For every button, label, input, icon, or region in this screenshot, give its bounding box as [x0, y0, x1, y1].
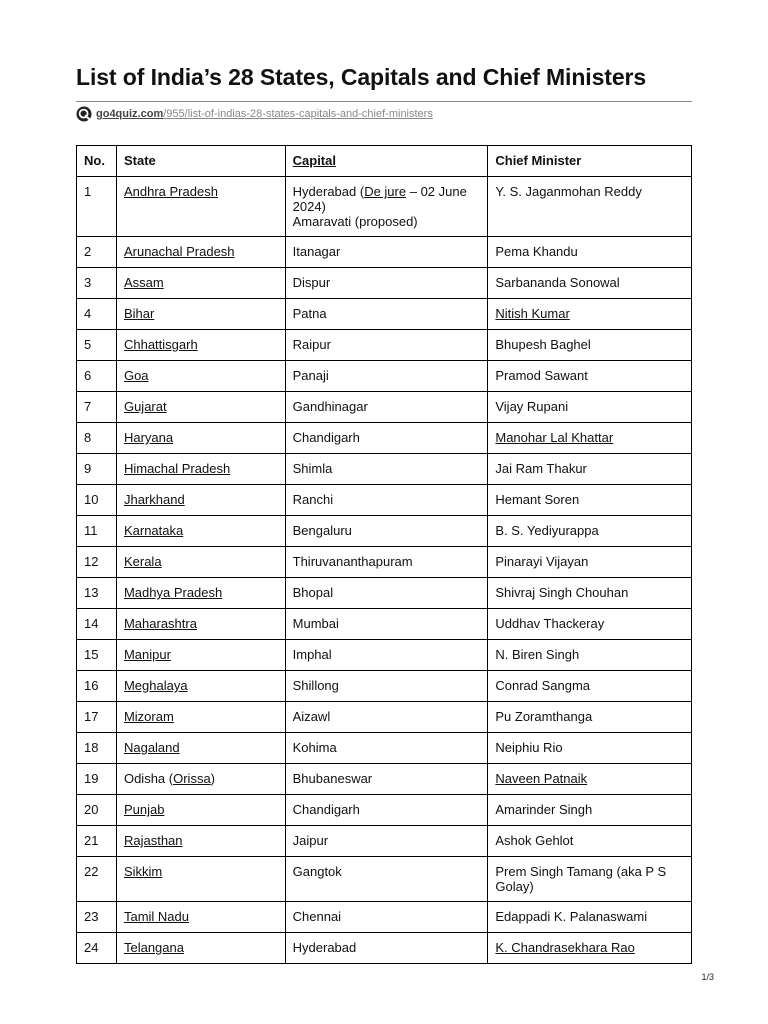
chief-minister-text: Uddhav Thackeray	[495, 616, 605, 631]
cell-state	[116, 547, 285, 578]
chief-minister-link[interactable]: K. Chandrasekhara Rao	[495, 940, 635, 955]
chief-minister-text: Jai Ram Thakur	[495, 461, 587, 476]
cell-chief-minister	[488, 702, 692, 733]
table-row	[77, 330, 692, 361]
state-text: )	[210, 771, 216, 786]
go4quiz-logo-icon	[76, 106, 92, 122]
chief-minister-text: Y. S. Jaganmohan Reddy	[495, 184, 642, 199]
capital-text: Hyderabad (	[292, 184, 365, 199]
cell-capital: Imphal	[285, 640, 488, 671]
cell-state	[116, 516, 285, 547]
cell-capital: Aizawl	[285, 702, 488, 733]
state-link[interactable]: Andhra Pradesh	[123, 184, 218, 199]
chief-minister-text: B. S. Yediyurappa	[495, 523, 599, 538]
table-row	[77, 795, 692, 826]
cell-chief-minister	[488, 361, 692, 392]
table-row	[77, 640, 692, 671]
chief-minister-text: Pema Khandu	[495, 244, 578, 259]
cell-state	[116, 826, 285, 857]
chief-minister-text: Neiphiu Rio	[495, 740, 563, 755]
cell-chief-minister	[488, 933, 692, 964]
cell-no: 2	[77, 237, 117, 268]
cell-capital: Shimla	[285, 454, 488, 485]
cell-state	[116, 237, 285, 268]
cell-state	[116, 177, 285, 237]
cell-state	[116, 268, 285, 299]
state-link[interactable]: Rajasthan	[123, 833, 183, 848]
cell-capital: Kohima	[285, 733, 488, 764]
cell-chief-minister	[488, 516, 692, 547]
cell-chief-minister	[488, 795, 692, 826]
cell-state	[116, 902, 285, 933]
state-link[interactable]: Himachal Pradesh	[123, 461, 231, 476]
cell-chief-minister	[488, 268, 692, 299]
cell-state	[116, 485, 285, 516]
cell-no: 15	[77, 640, 117, 671]
chief-minister-text: Ashok Gehlot	[495, 833, 574, 848]
header-state: State	[116, 146, 285, 177]
table-row	[77, 826, 692, 857]
states-table	[76, 145, 692, 964]
chief-minister-text: Pramod Sawant	[495, 368, 588, 383]
cell-no: 12	[77, 547, 117, 578]
state-link[interactable]: Meghalaya	[123, 678, 188, 693]
state-link[interactable]: Nagaland	[123, 740, 180, 755]
cell-state	[116, 361, 285, 392]
capital-text: – 02 June 2024)	[292, 184, 467, 214]
state-link[interactable]: Gujarat	[123, 399, 167, 414]
table-row	[77, 702, 692, 733]
cell-capital: Chennai	[285, 902, 488, 933]
state-link[interactable]: Madhya Pradesh	[123, 585, 223, 600]
chief-minister-text: Bhupesh Baghel	[495, 337, 591, 352]
cell-no: 10	[77, 485, 117, 516]
state-link[interactable]: Goa	[123, 368, 149, 383]
state-link[interactable]: Chhattisgarh	[123, 337, 198, 352]
chief-minister-text: Pu Zoramthanga	[495, 709, 593, 724]
cell-state	[116, 423, 285, 454]
cell-state	[116, 299, 285, 330]
cell-state	[116, 454, 285, 485]
state-link[interactable]: Punjab	[123, 802, 165, 817]
cell-no: 17	[77, 702, 117, 733]
cell-no: 7	[77, 392, 117, 423]
cell-chief-minister	[488, 237, 692, 268]
table-row	[77, 671, 692, 702]
table-row	[77, 516, 692, 547]
cell-capital: Bengaluru	[285, 516, 488, 547]
table-row	[77, 454, 692, 485]
page-title: List of India’s 28 States, Capitals and Chief Ministers	[76, 64, 647, 90]
cell-capital: Bhopal	[285, 578, 488, 609]
capital-text: Amaravati (proposed)	[292, 214, 418, 229]
cell-no: 21	[77, 826, 117, 857]
table-row	[77, 268, 692, 299]
cell-state	[116, 578, 285, 609]
cell-capital: Bhubaneswar	[285, 764, 488, 795]
table-row	[77, 902, 692, 933]
source-path-link[interactable]: /955/list-of-indias-28-states-capitals-and-chief-ministers	[163, 108, 433, 120]
chief-minister-text: N. Biren Singh	[495, 647, 580, 662]
cell-state	[116, 733, 285, 764]
cell-capital: Thiruvananthapuram	[285, 547, 488, 578]
state-link[interactable]: Bihar	[123, 306, 155, 321]
cell-capital: Panaji	[285, 361, 488, 392]
cell-state	[116, 671, 285, 702]
cell-capital: Chandigarh	[285, 795, 488, 826]
cell-chief-minister	[488, 330, 692, 361]
table-row	[77, 177, 692, 237]
cell-chief-minister	[488, 423, 692, 454]
chief-minister-text: Amarinder Singh	[495, 802, 593, 817]
cell-chief-minister	[488, 485, 692, 516]
cell-no: 1	[77, 177, 117, 237]
chief-minister-text: Vijay Rupani	[495, 399, 569, 414]
cell-no: 3	[77, 268, 117, 299]
state-link[interactable]: Maharashtra	[123, 616, 197, 631]
chief-minister-link[interactable]: Naveen Patnaik	[495, 771, 588, 786]
table-row	[77, 361, 692, 392]
cell-no: 8	[77, 423, 117, 454]
cell-chief-minister	[488, 392, 692, 423]
state-link[interactable]: Karnataka	[123, 523, 184, 538]
cell-state	[116, 857, 285, 902]
cell-no: 9	[77, 454, 117, 485]
cell-no: 16	[77, 671, 117, 702]
chief-minister-text: Prem Singh Tamang (aka P S Golay)	[495, 864, 667, 894]
state-link[interactable]: Tamil Nadu	[123, 909, 189, 924]
cell-chief-minister	[488, 902, 692, 933]
state-alt-name-link[interactable]: Orissa	[173, 771, 211, 786]
cell-capital: Patna	[285, 299, 488, 330]
page-number: 1/3	[701, 972, 714, 982]
source-line[interactable]	[76, 106, 433, 122]
chief-minister-text: Conrad Sangma	[495, 678, 591, 693]
cell-chief-minister	[488, 454, 692, 485]
cell-state	[116, 702, 285, 733]
table-header-row	[77, 146, 692, 177]
table-row	[77, 764, 692, 795]
cell-capital	[285, 177, 488, 237]
table-row	[77, 237, 692, 268]
chief-minister-text: Hemant Soren	[495, 492, 580, 507]
table-row	[77, 609, 692, 640]
chief-minister-text: Sarbananda Sonowal	[495, 275, 620, 290]
cell-state	[116, 764, 285, 795]
cell-capital: Itanagar	[285, 237, 488, 268]
cell-chief-minister	[488, 857, 692, 902]
state-link[interactable]: Mizoram	[123, 709, 174, 724]
table-row	[77, 299, 692, 330]
cell-no: 22	[77, 857, 117, 902]
cell-capital: Hyderabad	[285, 933, 488, 964]
cell-chief-minister	[488, 547, 692, 578]
table-row	[77, 857, 692, 902]
cell-capital: Jaipur	[285, 826, 488, 857]
cell-no: 5	[77, 330, 117, 361]
cell-state	[116, 640, 285, 671]
state-link[interactable]: Haryana	[123, 430, 174, 445]
header-capital[interactable]	[285, 146, 488, 177]
cell-capital: Mumbai	[285, 609, 488, 640]
cell-no: 18	[77, 733, 117, 764]
cell-chief-minister	[488, 671, 692, 702]
cell-chief-minister	[488, 578, 692, 609]
cell-no: 24	[77, 933, 117, 964]
cell-no: 13	[77, 578, 117, 609]
chief-minister-link[interactable]: Nitish Kumar	[495, 306, 570, 321]
table-row	[77, 392, 692, 423]
cell-chief-minister	[488, 826, 692, 857]
cell-state	[116, 933, 285, 964]
title-divider	[76, 101, 692, 102]
table-row	[77, 547, 692, 578]
cell-chief-minister	[488, 733, 692, 764]
cell-state	[116, 330, 285, 361]
cell-chief-minister	[488, 177, 692, 237]
cell-no: 20	[77, 795, 117, 826]
state-link[interactable]: Kerala	[123, 554, 162, 569]
chief-minister-text: Shivraj Singh Chouhan	[495, 585, 629, 600]
header-no: No.	[77, 146, 117, 177]
state-link[interactable]: Telangana	[123, 940, 184, 955]
cell-chief-minister	[488, 609, 692, 640]
state-text: Odisha (	[123, 771, 174, 786]
chief-minister-text: Pinarayi Vijayan	[495, 554, 589, 569]
de-jure-link[interactable]: De jure	[364, 184, 407, 199]
cell-chief-minister	[488, 764, 692, 795]
header-chief-minister: Chief Minister	[488, 146, 692, 177]
cell-capital: Raipur	[285, 330, 488, 361]
table-row	[77, 485, 692, 516]
cell-no: 19	[77, 764, 117, 795]
cell-state	[116, 392, 285, 423]
cell-capital: Ranchi	[285, 485, 488, 516]
table-row	[77, 733, 692, 764]
chief-minister-link[interactable]: Manohar Lal Khattar	[495, 430, 614, 445]
source-domain-link[interactable]: go4quiz.com	[96, 108, 164, 120]
cell-no: 4	[77, 299, 117, 330]
state-link[interactable]: Assam	[123, 275, 164, 290]
cell-no: 11	[77, 516, 117, 547]
table-row	[77, 423, 692, 454]
cell-chief-minister	[488, 640, 692, 671]
state-link[interactable]: Sikkim	[123, 864, 163, 879]
table-row	[77, 933, 692, 964]
cell-capital: Chandigarh	[285, 423, 488, 454]
header-capital-link[interactable]: Capital	[292, 153, 336, 168]
cell-no: 14	[77, 609, 117, 640]
cell-capital: Gandhinagar	[285, 392, 488, 423]
cell-capital: Gangtok	[285, 857, 488, 902]
chief-minister-text: Edappadi K. Palanaswami	[495, 909, 648, 924]
cell-state	[116, 795, 285, 826]
table-row	[77, 578, 692, 609]
cell-capital: Shillong	[285, 671, 488, 702]
state-link[interactable]: Arunachal Pradesh	[123, 244, 235, 259]
state-link[interactable]: Jharkhand	[123, 492, 185, 507]
cell-no: 23	[77, 902, 117, 933]
cell-chief-minister	[488, 299, 692, 330]
cell-state	[116, 609, 285, 640]
cell-no: 6	[77, 361, 117, 392]
state-link[interactable]: Manipur	[123, 647, 171, 662]
cell-capital: Dispur	[285, 268, 488, 299]
